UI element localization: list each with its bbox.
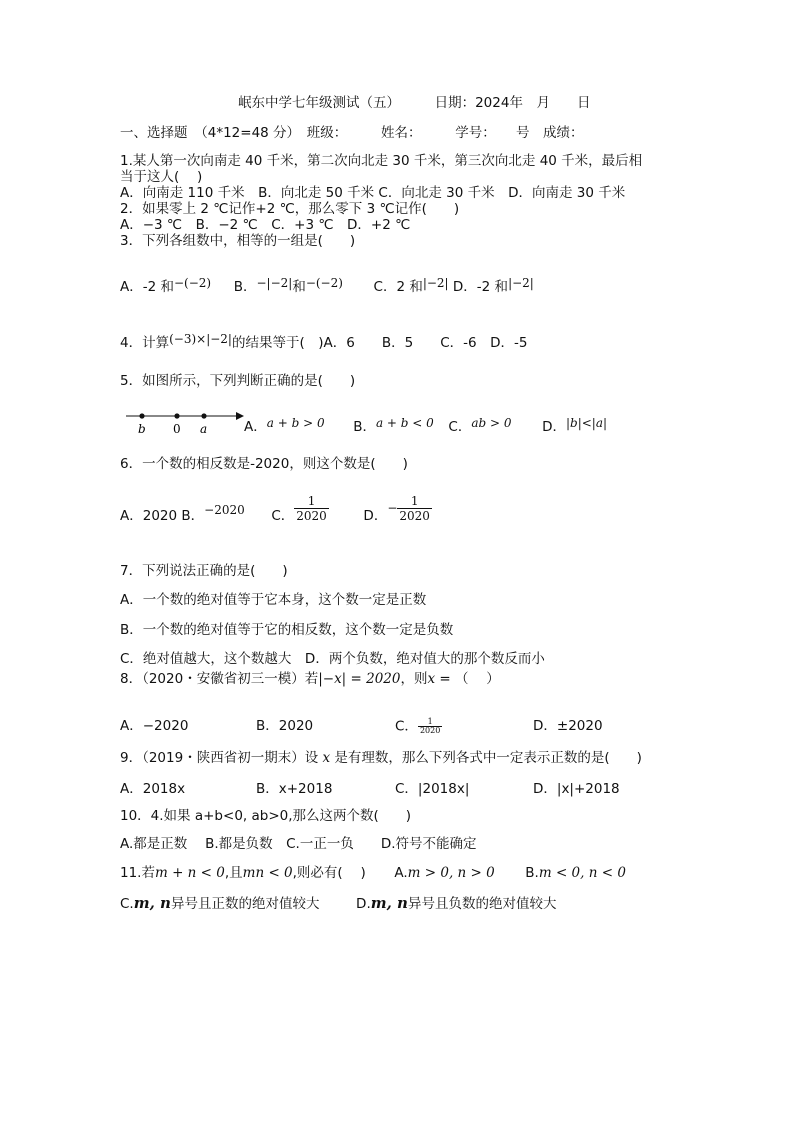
q5-option-b: B． xyxy=(353,419,376,435)
point-b-label: b xyxy=(138,422,146,436)
q9-var: x xyxy=(322,750,331,766)
point-b-dot xyxy=(139,413,144,418)
q6-stem: 6．一个数的相反数是-2020，则这个数是( ) xyxy=(120,456,408,472)
q9-option-a: A．2018x xyxy=(120,781,186,797)
q11-expr1: m + n < 0 xyxy=(154,865,225,881)
q3-option-b-expr1: −|−2| xyxy=(256,276,293,290)
q11-option-b-expr: m < 0, n < 0 xyxy=(538,865,626,881)
q9-suffix: 是有理数，那么下列各式中一定表示正数的是( ) xyxy=(330,750,642,766)
q9-option-c: C．|2018x| xyxy=(395,781,470,797)
exam-title xyxy=(238,95,590,111)
q11-option-c-vars: m, n xyxy=(133,894,171,912)
q11-option-d: D. xyxy=(356,896,371,912)
q3-options xyxy=(120,276,534,295)
q6-option-d-sign: − xyxy=(387,501,398,515)
q3-option-d: D．-2 和 xyxy=(452,279,509,295)
q8-option-d: D．±2020 xyxy=(533,718,603,734)
q8-option-b: B．2020 xyxy=(256,718,314,734)
q8-expr: |−x| = 2020 xyxy=(318,671,401,687)
q5-stem: 5．如图所示，下列判断正确的是( ) xyxy=(120,373,356,389)
q6-option-d-fraction xyxy=(397,494,432,523)
q9-option-d: D．|x|+2018 xyxy=(533,781,620,797)
q7-option-a: A．一个数的绝对值等于它本身，这个数一定是正数 xyxy=(120,592,427,608)
q4-options: A．6 B．5 C．-6 D．-5 xyxy=(323,335,528,351)
q11-option-d-vars: m, n xyxy=(370,894,408,912)
q6-option-d: D． xyxy=(363,508,388,524)
q8-var: x xyxy=(427,671,436,687)
q11-option-a-expr: m > 0, n > 0 xyxy=(407,865,495,881)
q6-option-c-fraction xyxy=(294,494,329,523)
fraction-numerator: 1 xyxy=(307,493,316,508)
point-zero-label: 0 xyxy=(173,422,181,436)
q2-options: A．−3 ℃ B．−2 ℃ C．+3 ℃ D．+2 ℃ xyxy=(120,217,411,233)
q4-line xyxy=(120,332,528,351)
q3-option-c-expr: |−2| xyxy=(422,276,449,290)
fraction-denominator: 2020 xyxy=(419,726,441,735)
q8-option-a: A．−2020 xyxy=(120,718,189,734)
q8-option-c-fraction xyxy=(418,718,442,735)
q5-option-c: C． xyxy=(448,419,472,435)
q2-stem: 2．如果零上 2 ℃记作+2 ℃，那么零下 3 ℃记作( ) xyxy=(120,201,460,217)
q11-option-c-text: 异号且正数的绝对值较大 xyxy=(170,896,320,912)
q7-option-cd: C．绝对值越大，这个数越大 D．两个负数，绝对值大的那个数反而小 xyxy=(120,651,545,667)
title-text: 岷东中学七年级测试（五） xyxy=(238,95,400,111)
section-header: 一、选择题 （4*12=48 分） 班级： 姓名： 学号： 号 成绩： xyxy=(120,125,584,141)
q4-prefix: 4．计算 xyxy=(120,335,170,351)
q11-stem xyxy=(120,865,626,881)
q8-prefix: 8．（2020・安徽省初三一模）若 xyxy=(120,671,319,687)
q3-option-a: A．-2 和 xyxy=(120,279,174,295)
q3-option-a-expr: −(−2) xyxy=(174,276,212,290)
q6-option-b-expr: −2020 xyxy=(204,503,245,517)
q9-prefix: 9．（2019・陕西省初一期末）设 xyxy=(120,750,323,766)
q5-options xyxy=(244,416,608,435)
q5-option-a-expr: a + b > 0 xyxy=(266,416,325,430)
q6-option-c: C． xyxy=(271,508,295,524)
q1-stem-line1: 1.某人第一次向南走 40 千米，第二次向北走 30 千米，第三次向北走 40 千米，最后相 xyxy=(120,153,643,169)
number-line-figure xyxy=(124,406,248,436)
fraction-numerator: 1 xyxy=(427,717,433,726)
q1-options: A．向南走 110 千米 B．向北走 50 千米 C．向北走 30 千米 D．向南走 30 千米 xyxy=(120,185,626,201)
q11-mid: ,且 xyxy=(224,865,243,881)
q11-option-c: C. xyxy=(120,896,134,912)
q11-option-a: A. xyxy=(394,865,408,881)
q6-option-ab: A．2020 B． xyxy=(120,508,205,524)
q3-option-b-and: 和 xyxy=(292,279,306,295)
q5-option-a: A． xyxy=(244,419,267,435)
q3-option-c: C．2 和 xyxy=(373,279,423,295)
q4-expr: (−3)×|−2| xyxy=(169,332,232,346)
q6-options xyxy=(120,493,432,534)
q4-suffix: 的结果等于( ) xyxy=(231,335,324,351)
q5-option-d: D． xyxy=(542,419,566,435)
date-line: 日期：2024年 月 日 xyxy=(434,95,591,111)
q9-option-b: B．x+2018 xyxy=(256,781,333,797)
q5-option-d-expr: |b|<|a| xyxy=(565,416,608,430)
q11-expr2: mn < 0 xyxy=(242,865,293,881)
q8-mid: ，则 xyxy=(400,671,428,687)
q7-stem: 7．下列说法正确的是( ) xyxy=(120,563,288,579)
q7-option-b: B．一个数的绝对值等于它的相反数，这个数一定是负数 xyxy=(120,622,454,638)
q11-option-d-text: 异号且负数的绝对值较大 xyxy=(407,896,557,912)
q10-stem: 10．4.如果 a+b<0, ab>0,那么这两个数( ) xyxy=(120,808,412,824)
q3-stem: 3．下列各组数中，相等的一组是( ) xyxy=(120,233,356,249)
q11-option-b: B. xyxy=(525,865,539,881)
q5-option-c-expr: ab > 0 xyxy=(471,416,512,430)
q8-stem xyxy=(120,671,500,687)
point-a-label: a xyxy=(200,422,208,436)
q11-suffix: ,则必有( ) xyxy=(292,865,366,881)
q5-option-b-expr: a + b < 0 xyxy=(375,416,434,430)
q8-option-c-label: C． xyxy=(395,718,418,735)
q3-option-b: B． xyxy=(233,279,257,295)
q9-stem xyxy=(120,750,642,766)
number-line-arrow xyxy=(236,412,244,420)
q11-prefix: 11.若 xyxy=(120,865,155,881)
q11-option-cd xyxy=(120,895,556,912)
fraction-denominator: 2020 xyxy=(296,508,327,523)
fraction-denominator: 2020 xyxy=(399,508,430,523)
point-a-dot xyxy=(201,413,206,418)
q1-stem-line2: 当于这人( ) xyxy=(120,169,203,185)
q8-option-c xyxy=(395,718,442,735)
q3-option-d-expr: |−2| xyxy=(508,276,534,290)
fraction-numerator: 1 xyxy=(410,493,419,508)
point-zero-dot xyxy=(174,413,179,418)
q10-options: A.都是正数 B.都是负数 C.一正一负 D.符号不能确定 xyxy=(120,836,477,852)
q8-suffix: = （ ） xyxy=(435,671,500,687)
q3-option-b-expr2: −(−2) xyxy=(305,276,343,290)
